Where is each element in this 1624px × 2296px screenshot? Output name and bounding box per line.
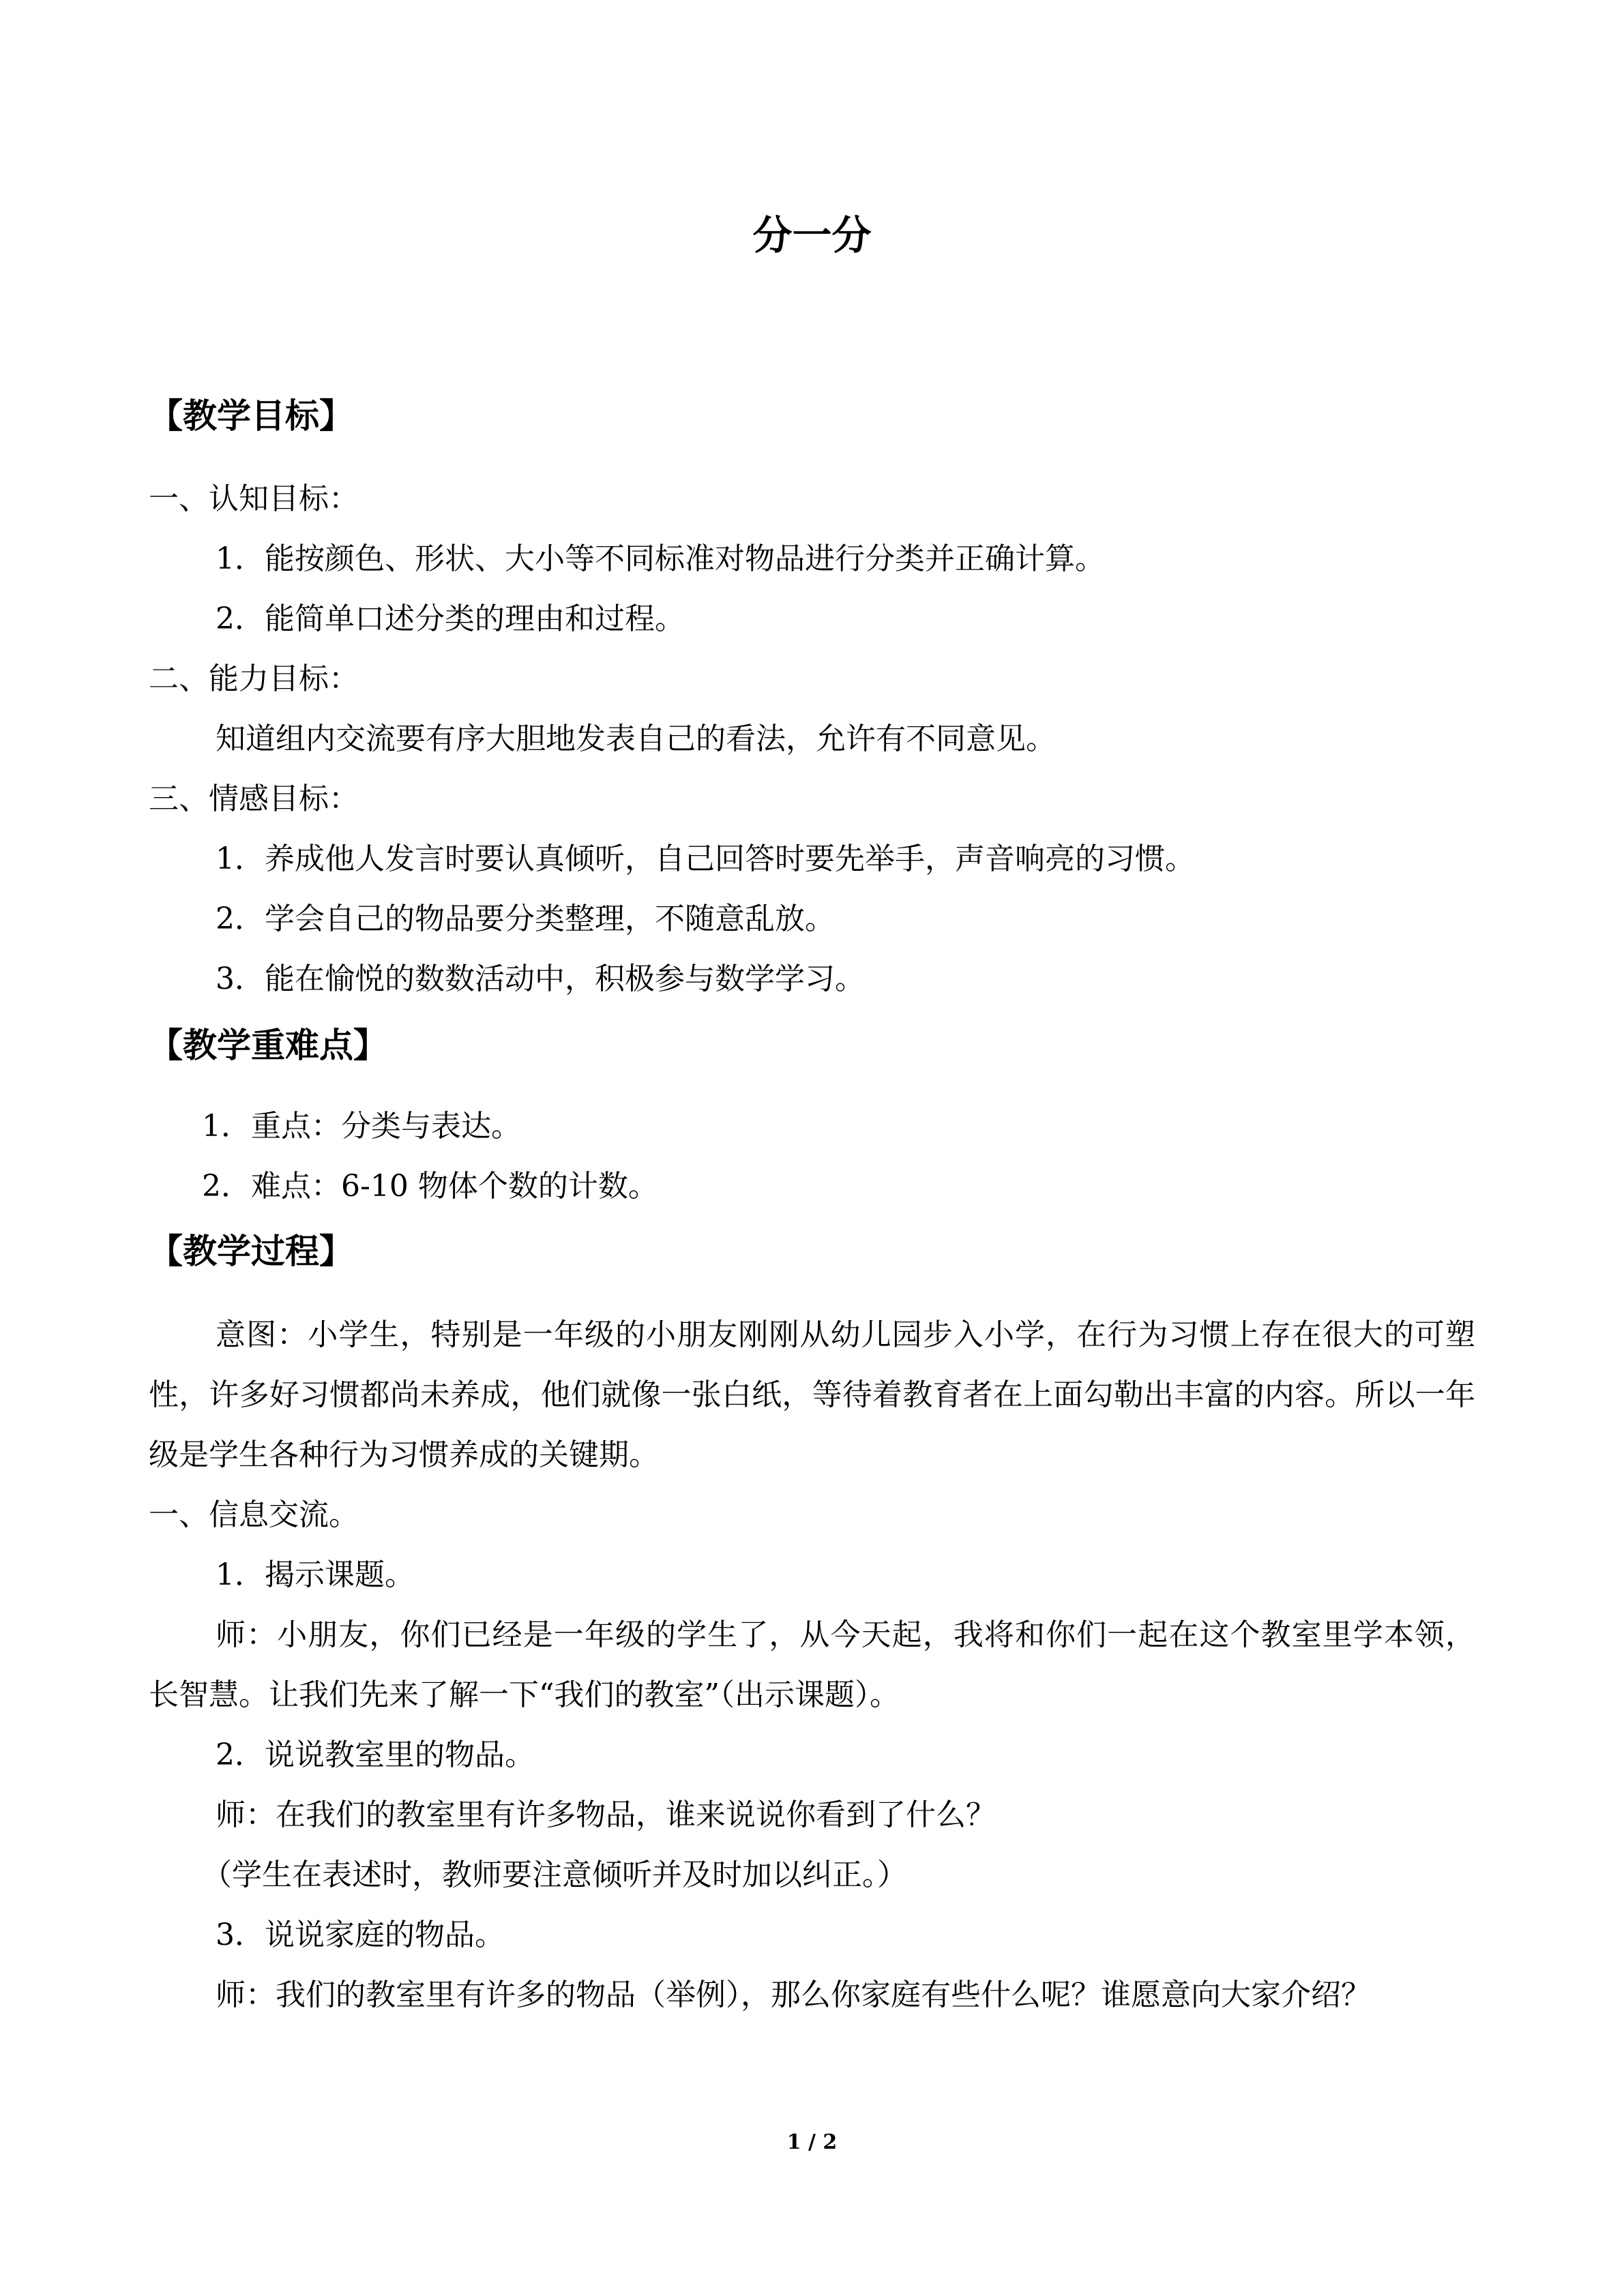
page-title: 分一分 xyxy=(752,212,872,258)
step1-teacher-paragraph: 师：小朋友，你们已经是一年级的学生了，从今天起，我将和你们一起在这个教室里学本领，长智慧。让我们先来了解一下“我们的教室”（出示课题）。 xyxy=(149,1617,1475,1712)
emotion-goal-item-2: 2．学会自己的物品要分类整理，不随意乱放。 xyxy=(216,901,835,936)
step3-teacher-paragraph: 师：我们的教室里有许多的物品（举例），那么你家庭有些什么呢？谁愿意向大家介绍？ xyxy=(216,1978,1371,2012)
ability-goal-label: 二、能力目标： xyxy=(149,661,359,696)
emotion-goal-label: 三、情感目标： xyxy=(149,781,359,816)
step2-note: （学生在表述时，教师要注意倾听并及时加以纠正。） xyxy=(202,1858,907,1892)
heading-teaching-process: 【教学过程】 xyxy=(149,1231,353,1271)
intent-paragraph: 意图：小学生，特别是一年级的小朋友刚刚从幼儿园步入小学，在行为习惯上存在很大的可塑性，许多好习惯都尚未养成，他们就像一张白纸，等待着教育者在上面勾勒出丰富的内容。所以一年级是学生各种行为习惯养成的关键期。 xyxy=(149,1317,1475,1472)
cognitive-goal-item-1: 1．能按颜色、形状、大小等不同标准对物品进行分类并正确计算。 xyxy=(216,541,1105,576)
step1-title: 1．揭示课题。 xyxy=(216,1557,415,1592)
step2-title: 2．说说教室里的物品。 xyxy=(216,1738,535,1772)
page-number: 1 / 2 xyxy=(786,2130,838,2154)
heading-teaching-goals: 【教学目标】 xyxy=(149,396,353,436)
key-point-item: 1．重点：分类与表达。 xyxy=(202,1109,521,1144)
step2-teacher-line: 师：在我们的教室里有许多物品，谁来说说你看到了什么？ xyxy=(216,1798,996,1832)
ability-goal-text: 知道组内交流要有序大胆地发表自己的看法，允许有不同意见。 xyxy=(216,721,1056,756)
emotion-goal-item-1: 1．养成他人发言时要认真倾听，自己回答时要先举手，声音响亮的习惯。 xyxy=(216,841,1195,876)
part1-label: 一、信息交流。 xyxy=(149,1497,359,1532)
cognitive-goal-label: 一、认知目标： xyxy=(149,481,359,516)
difficulty-item: 2．难点：6-10 物体个数的计数。 xyxy=(202,1169,658,1204)
emotion-goal-item-3: 3．能在愉悦的数数活动中，积极参与数学学习。 xyxy=(216,961,865,996)
heading-key-difficulties: 【教学重难点】 xyxy=(149,1025,387,1065)
cognitive-goal-item-2: 2．能简单口述分类的理由和过程。 xyxy=(216,601,685,636)
step3-title: 3．说说家庭的物品。 xyxy=(216,1918,505,1952)
